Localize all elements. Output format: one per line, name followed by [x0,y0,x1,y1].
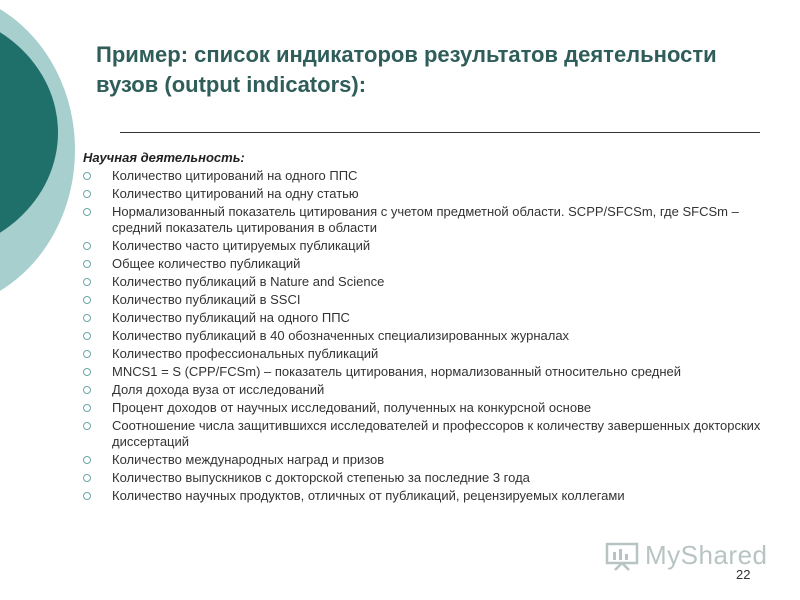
list-item-text: Количество цитирований на одного ППС [112,168,358,183]
bullet-icon [83,368,91,376]
list-item [83,238,773,254]
list-item [83,186,773,202]
list-item [83,168,773,184]
page-number: 22 [736,567,751,582]
list-item-text: Количество публикаций в 40 обозначенных специализированных журналах [112,328,570,343]
list-item [83,328,773,344]
list-item-text: Количество цитирований на одну статью [112,186,359,201]
slide-title: Пример: список индикаторов результатов деятельности вузов (output indicators): [96,42,717,97]
list-item [83,310,773,326]
list-item-text: MNCS1 = S (CPP/FCSm) – показатель цитирования, нормализованный относительно средней [112,364,682,379]
title-divider [120,132,760,133]
bullet-icon [83,190,91,198]
slide-content [83,150,773,506]
list-item-text: Количество публикаций на одного ППС [112,310,350,325]
bullet-icon [83,492,91,500]
bullet-icon [83,456,91,464]
list-item [83,346,773,362]
list-item-text: Количество профессиональных публикаций [112,346,379,361]
list-item [83,256,773,272]
list-item [83,274,773,290]
bullet-icon [83,242,91,250]
list-item [83,382,773,398]
bullet-icon [83,386,91,394]
list-item [83,292,773,308]
bullet-icon [83,172,91,180]
bullet-icon [83,332,91,340]
section-heading: Научная деятельность: [83,150,245,165]
bullet-icon [83,278,91,286]
list-item-text: Количество международных наград и призов [112,452,385,467]
list-item [83,364,773,380]
bullet-icon [83,404,91,412]
list-item-text: Количество научных продуктов, отличных от публикаций, рецензируемых коллегами [112,488,625,503]
list-item-text: Соотношение числа защитившихся исследователей и профессоров к количеству завершенных докторских диссертаций [112,418,761,449]
list-item [83,204,773,236]
indicator-list [83,168,773,504]
watermark-text: MyShared [645,540,768,570]
bullet-icon [83,296,91,304]
list-item-text: Процент доходов от научных исследований, полученных на конкурсной основе [112,400,592,415]
list-item [83,488,773,504]
bullet-icon [83,422,91,430]
list-item [83,400,773,416]
bullet-icon [83,350,91,358]
list-item [83,452,773,468]
list-item-text: Количество публикаций в SSCI [112,292,301,307]
list-item-text: Доля дохода вуза от исследований [112,382,325,397]
list-item-text: Количество публикаций в Nature and Science [112,274,385,289]
bullet-icon [83,260,91,268]
list-item-text: Количество часто цитируемых публикаций [112,238,371,253]
bullet-icon [83,474,91,482]
bullet-icon [83,314,91,322]
list-item [83,418,773,450]
list-item-text: Нормализованный показатель цитирования с учетом предметной области. SCPP/SFCSm, где SFCSm – средний показатель цитирования в области [112,204,739,235]
list-item-text: Общее количество публикаций [112,256,301,271]
presentation-board-icon [605,541,639,571]
list-item [83,470,773,486]
bullet-icon [83,208,91,216]
list-item-text: Количество выпускников с докторской степенью за последние 3 года [112,470,530,485]
